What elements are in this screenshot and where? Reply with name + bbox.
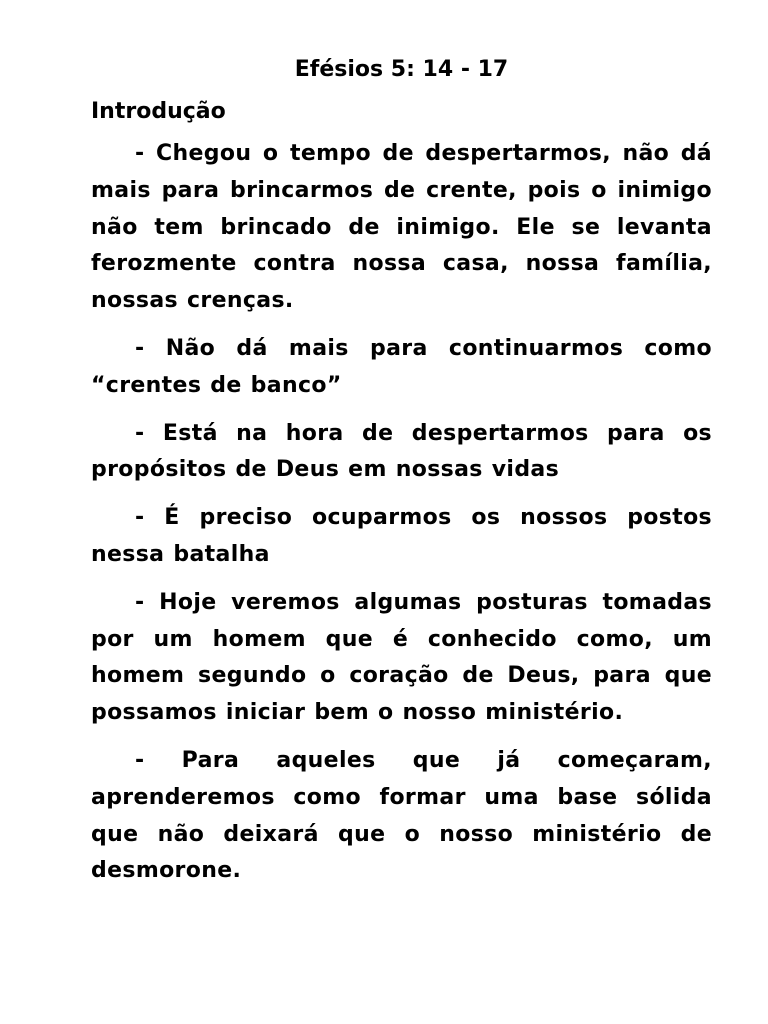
section-heading: Introdução	[91, 99, 226, 124]
document-title: Efésios 5: 14 - 17	[294, 57, 509, 82]
paragraph-3: - Está na hora de despertarmos para os propósitos de Deus em nossas vidas	[91, 420, 712, 483]
paragraph-5: - Hoje veremos algumas posturas tomadas por um homem que é conhecido como, um homem segundo o coração de Deus, para que possamos iniciar bem o nosso ministério.	[91, 589, 712, 726]
paragraph-2: - Não dá mais para continuarmos como “crentes de banco”	[91, 335, 712, 398]
document-page	[91, 54, 712, 901]
paragraph-1: - Chegou o tempo de despertarmos, não dá mais para brincarmos de crente, pois o inimigo não tem brincado de inimigo. Ele se levanta ferozmente contra nossa casa, nossa família, nossas crenças.	[91, 141, 712, 314]
paragraph-4: - É preciso ocuparmos os nossos postos nessa batalha	[91, 505, 712, 567]
paragraph-6: - Para aqueles que já começaram, aprenderemos como formar uma base sólida que não deixará que o nosso ministério de desmorone.	[91, 747, 712, 884]
